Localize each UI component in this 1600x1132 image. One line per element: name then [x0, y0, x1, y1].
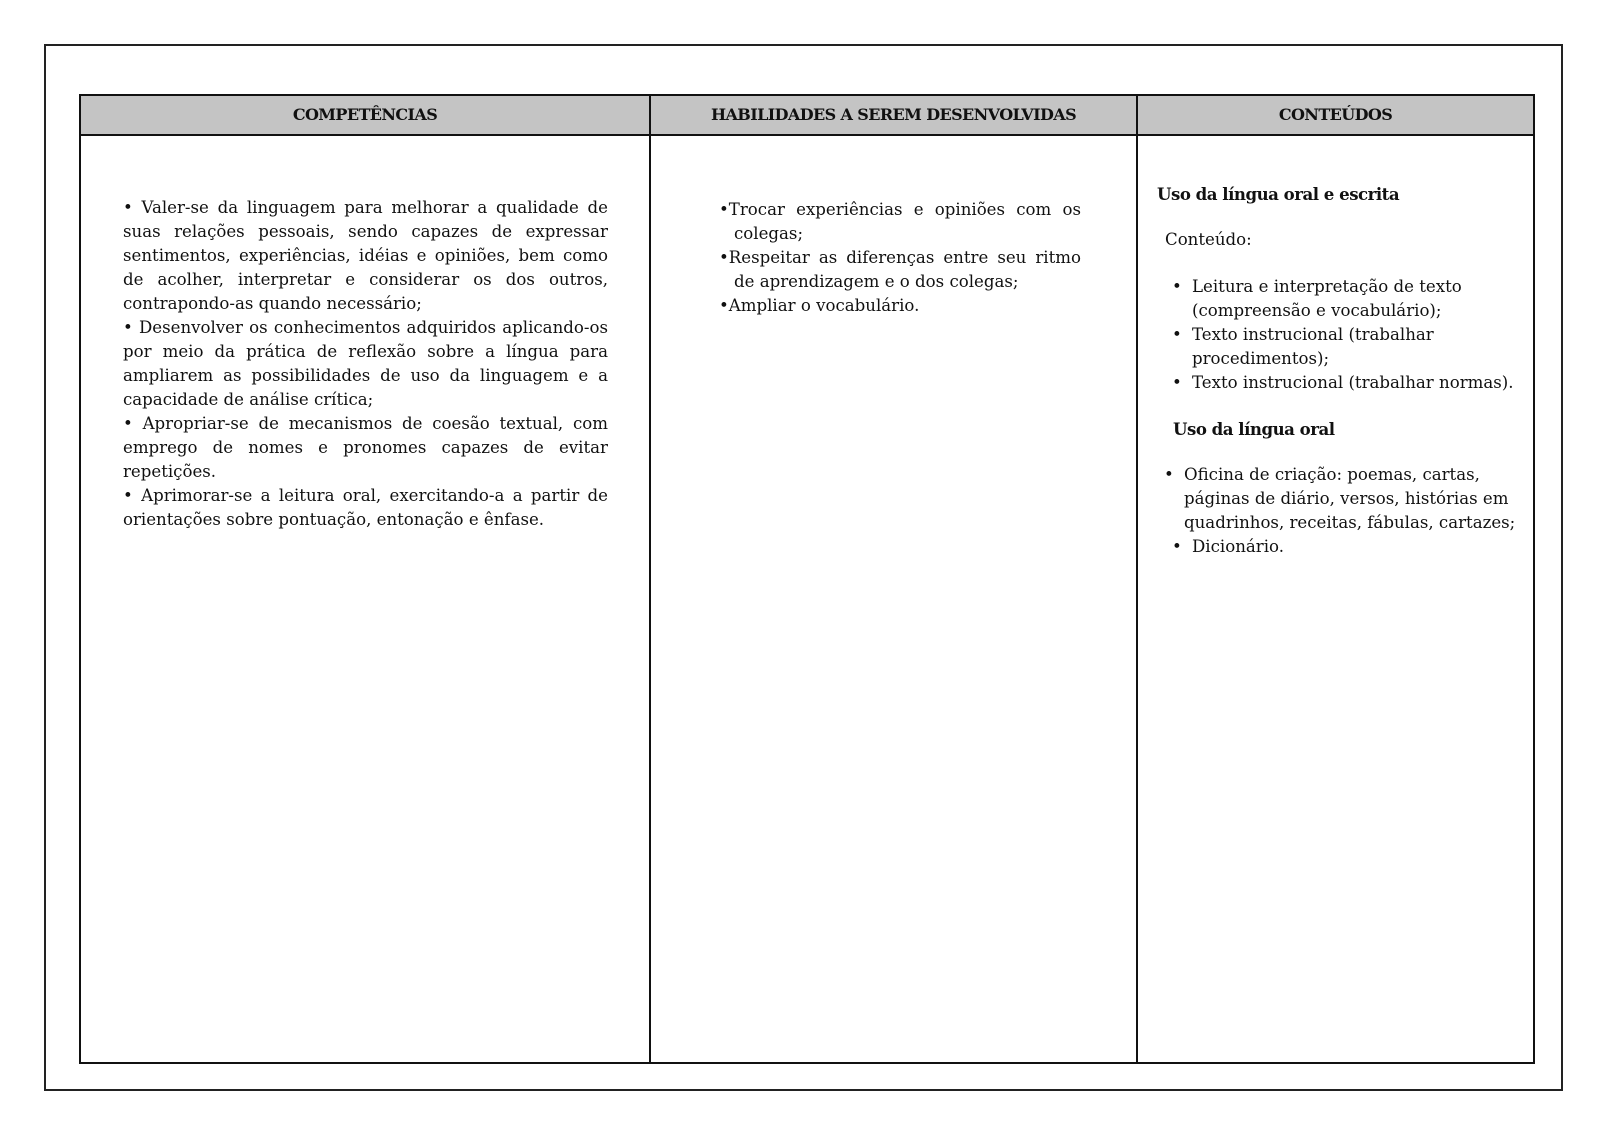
list-item: • Leitura e interpretação de texto (compreensão e vocabulário); [1172, 277, 1462, 320]
conteudo-label: Conteúdo: [1165, 230, 1252, 249]
habilidade-item: •Respeitar as diferenças entre seu ritmo de aprendizagem e o dos colegas; [719, 248, 1081, 291]
table-header-row [81, 96, 1533, 136]
competencias-cell [123, 196, 608, 532]
conteudo-list [1157, 275, 1531, 395]
list-item: • Dicionário. [1172, 535, 1531, 559]
list-item: • Oficina de criação: poemas, cartas, páginas de diário, versos, histórias em quadrinhos, receitas, fábulas, cartazes; [1164, 465, 1516, 532]
header-competencias: COMPETÊNCIAS [292, 105, 438, 124]
habilidade-item: •Trocar experiências e opiniões com os colegas; [719, 200, 1081, 243]
list-item: • Texto instrucional (trabalhar procedimentos); [1172, 325, 1434, 368]
section-heading-oral: Uso da língua oral [1173, 419, 1335, 439]
habilidades-cell [719, 198, 1081, 318]
list-item: • Texto instrucional (trabalhar normas). [1172, 371, 1531, 395]
header-habilidades: HABILIDADES A SEREM DESENVOLVIDAS [710, 105, 1077, 124]
competencia-item: • Aprimorar-se a leitura oral, exercitando-a a partir de orientações sobre pontuação, entonação e ênfase. [123, 486, 608, 529]
competencia-item: • Valer-se da linguagem para melhorar a qualidade de suas relações pessoais, sendo capazes de expressar sentimentos, experiências, idéias e opiniões, bem como de acolher, interpretar e considerar os dos outros, contrapondo-as quando necessário; [123, 198, 608, 313]
conteudos-cell [1157, 182, 1531, 559]
oficina-list [1157, 463, 1531, 559]
bullet-icon: • [1172, 373, 1182, 392]
column-divider [1136, 96, 1138, 1062]
section-heading-oral-escrita: Uso da língua oral e escrita [1157, 184, 1400, 204]
bullet-icon: • [1164, 465, 1174, 484]
competencia-item: • Desenvolver os conhecimentos adquiridos aplicando-os por meio da prática de reflexão sobre a língua para ampliarem as possibilidades de uso da linguagem e a capacidade de análise crítica; [123, 318, 608, 409]
habilidade-item: •Ampliar o vocabulário. [719, 296, 920, 315]
header-conteudos: CONTEÚDOS [1278, 105, 1393, 124]
competencia-item: • Apropriar-se de mecanismos de coesão textual, com emprego de nomes e pronomes capazes de evitar repetições. [123, 414, 608, 481]
bullet-icon: • [1172, 325, 1182, 344]
column-divider [649, 96, 651, 1062]
bullet-icon: • [1172, 277, 1182, 296]
curriculum-table [79, 94, 1535, 1064]
bullet-icon: • [1172, 537, 1182, 556]
